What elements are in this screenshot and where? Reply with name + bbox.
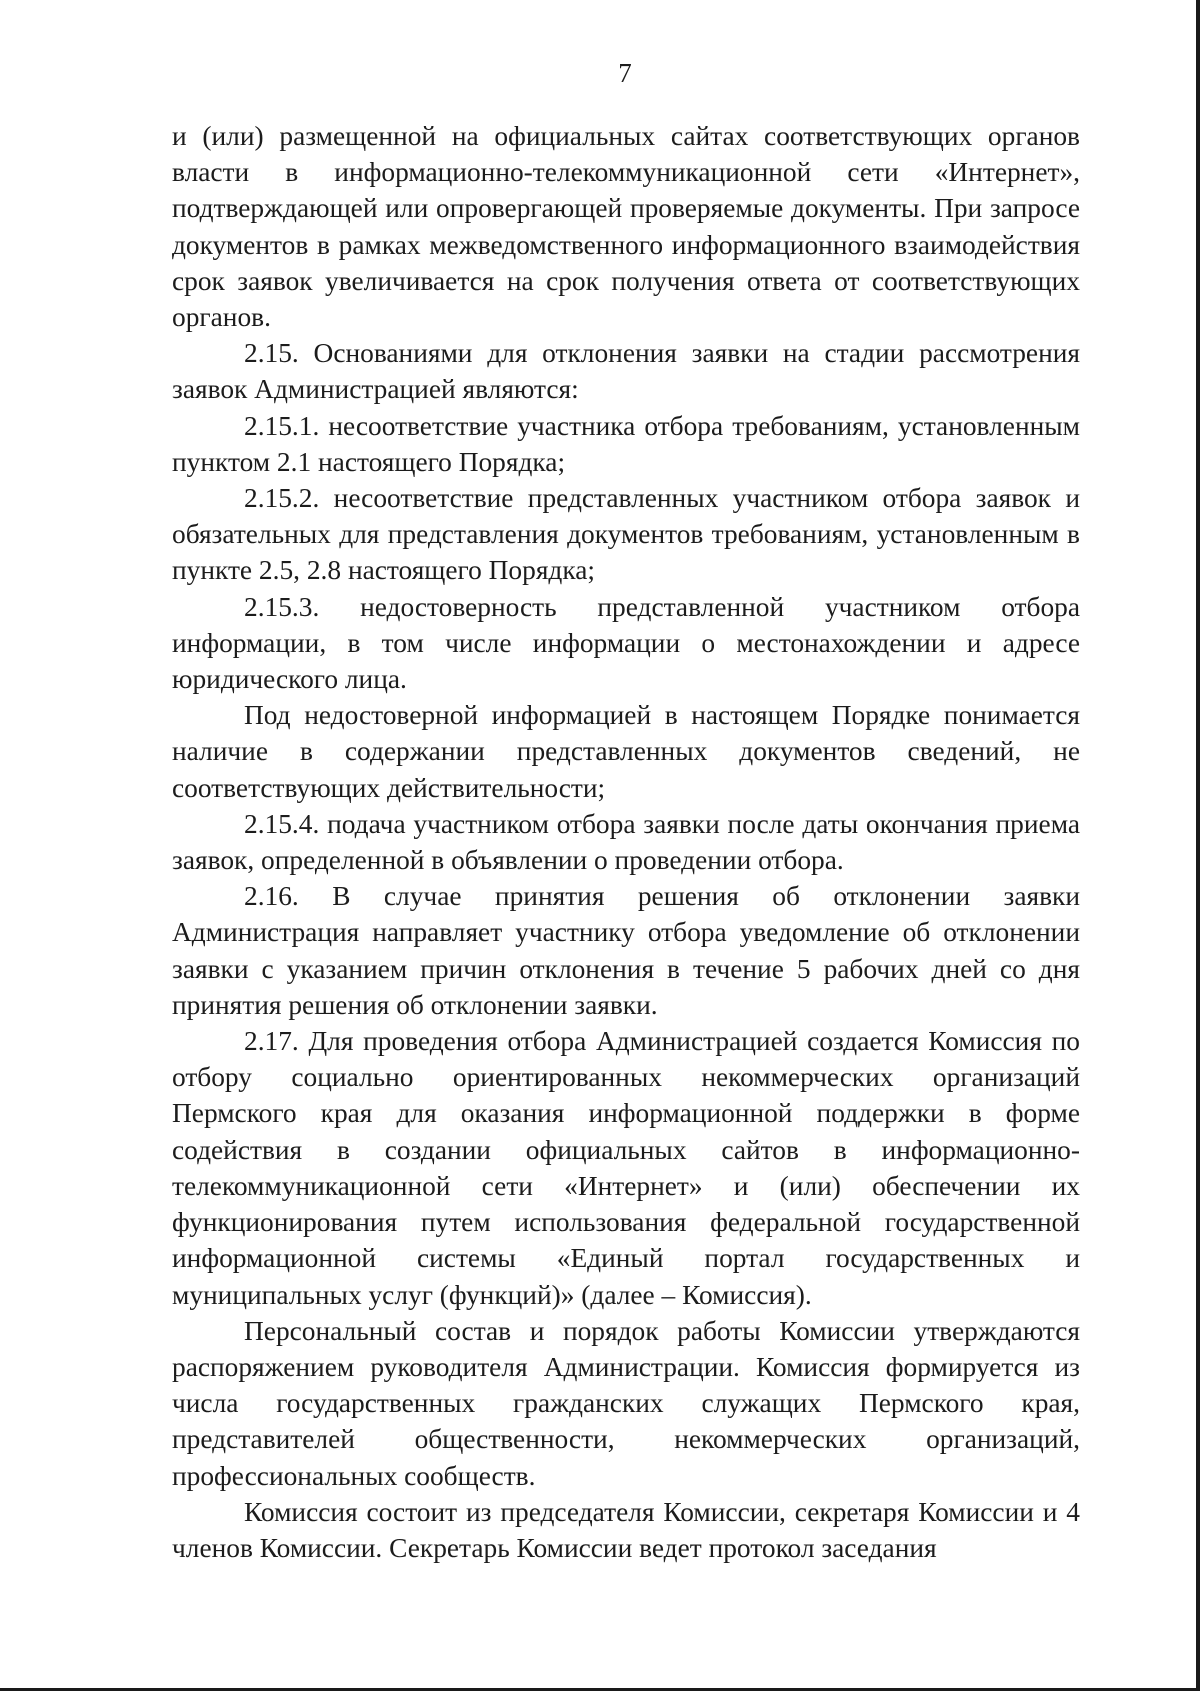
paragraph-2-15-3: 2.15.3. недостоверность представленной участником отбора информации, в том числе информации о местонахождении и адресе юридического лица. xyxy=(172,591,1080,695)
scan-edge-right xyxy=(1196,0,1200,1691)
paragraph-2-17: 2.17. Для проведения отбора Администрацией создается Комиссия по отбору социально ориентированных некоммерческих организаций Пермского края для оказания информационной поддержки в форме содействия в создании официальных сайтов в информационно-телекоммуникационной сети «Интернет» и (или) обеспечении их функционирования путем использования федеральной государственной информационной системы «Единый портал государственных и муниципальных услуг (функций)» (далее – Комиссия). xyxy=(172,1026,1080,1310)
page-number: 7 xyxy=(618,58,632,88)
paragraph-2-15-1: 2.15.1. несоответствие участника отбора требованиям, установленным пунктом 2.1 настоящего Порядка; xyxy=(172,410,1080,477)
paragraph-unreliable-info: Под недостоверной информацией в настоящем Порядке понимается наличие в содержании представленных документов сведений, не соответствующих действительности; xyxy=(172,700,1080,803)
paragraph-2-15-4: 2.15.4. подача участником отбора заявки после даты окончания приема заявок, определенной в объявлении о проведении отбора. xyxy=(172,808,1080,876)
paragraph-2-16: 2.16. В случае принятия решения об отклонении заявки Администрация направляет участнику отбора уведомление об отклонении заявки с указанием причин отклонения в течение 5 рабочих дней со дня принятия решения об отклонении заявки. xyxy=(172,881,1080,1020)
document-body xyxy=(172,118,1080,1566)
paragraph-2-15: 2.15. Основаниями для отклонения заявки на стадии рассмотрения заявок Администрацией являются: xyxy=(172,338,1080,405)
paragraph-continuation: и (или) размещенной на официальных сайтах соответствующих органов власти в информационно-телекоммуникационной сети «Интернет», подтверждающей или опровергающей проверяемые документы. При запросе документов в рамках межведомственного информационного взаимодействия срок заявок увеличивается на срок получения ответа от соответствующих органов. xyxy=(172,121,1080,333)
paragraph-commission-composition: Персональный состав и порядок работы Комиссии утверждаются распоряжением руководителя Администрации. Комиссия формируется из числа государственных гражданских служащих Пермского края, представителей общественности, некоммерческих организаций, профессиональных сообществ. xyxy=(172,1315,1080,1491)
paragraph-2-15-2: 2.15.2. несоответствие представленных участником отбора заявок и обязательных для представления документов требованиям, установленным в пункте 2.5, 2.8 настоящего Порядка; xyxy=(172,483,1080,586)
paragraph-commission-members: Комиссия состоит из председателя Комиссии, секретаря Комиссии и 4 членов Комиссии. Секретарь Комиссии ведет протокол заседания xyxy=(172,1496,1080,1563)
